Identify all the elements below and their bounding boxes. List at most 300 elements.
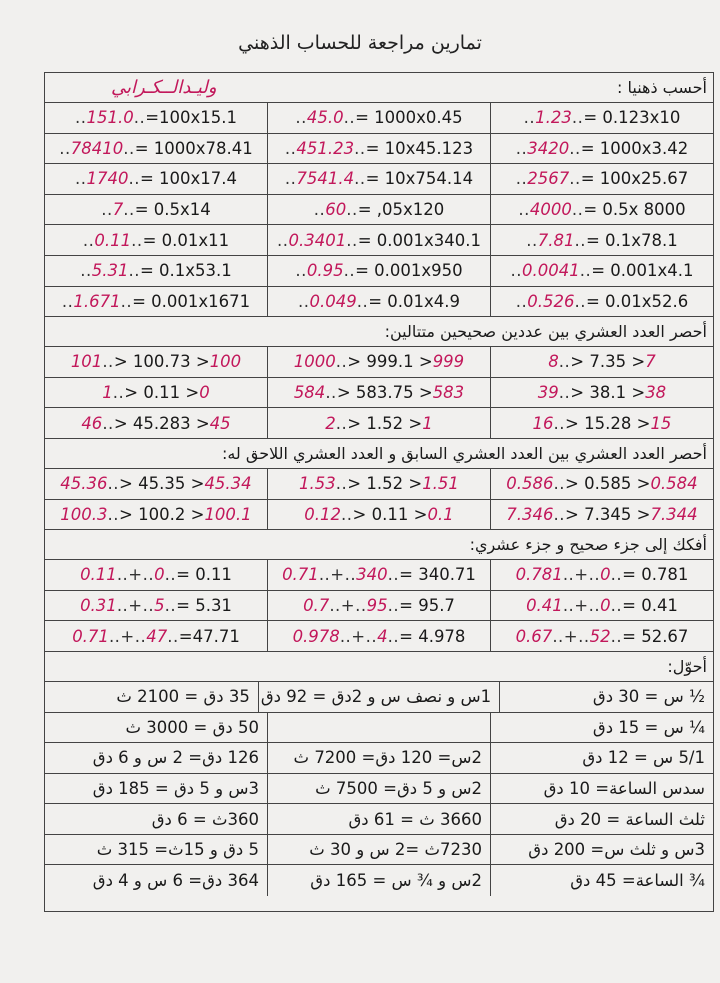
dots: .. — [610, 626, 623, 646]
answer: 2567 — [527, 169, 570, 189]
expression: = 0.41 — [622, 596, 678, 616]
table-row — [45, 287, 713, 318]
table-cell — [490, 774, 713, 804]
table-cell — [267, 103, 490, 133]
dots: .. — [343, 261, 356, 281]
answer: 45.0 — [306, 108, 344, 128]
dots: .. — [335, 352, 348, 372]
answer-integer: 0 — [600, 565, 611, 585]
dots: .. — [610, 596, 623, 616]
dots: .. — [553, 504, 566, 524]
dots: .. — [558, 352, 571, 372]
dots: .. — [574, 291, 586, 311]
dots: .. — [387, 626, 400, 646]
conversion: 364 دق= 6 س و 4 دق — [92, 871, 259, 891]
answer-integer: 5 — [154, 596, 165, 616]
expression: > 100.2 > — [119, 504, 205, 524]
table-cell — [267, 865, 490, 896]
dots: .. — [284, 138, 297, 158]
answer-decimal: 0.67 — [515, 626, 553, 646]
conversion: ثلث الساعة = 20 دق — [554, 809, 705, 829]
dots: .. — [297, 291, 310, 311]
dots: ..+.. — [562, 565, 601, 585]
answer: 1740 — [86, 169, 129, 189]
answer-upper: 0.12 — [304, 504, 342, 524]
dots: ..+.. — [116, 596, 155, 616]
answer-upper: 2 — [325, 413, 336, 433]
table-cell — [267, 774, 490, 804]
section-heading-text: أفكك إلى جزء صحيح و جزء عشري: — [469, 535, 707, 555]
table-cell — [490, 560, 713, 590]
table-cell — [267, 621, 490, 651]
table-cell — [267, 804, 490, 834]
table-row — [45, 225, 713, 256]
dots: .. — [164, 565, 177, 585]
table-cell — [267, 256, 490, 286]
expression: = 0.001x1671 — [132, 291, 251, 311]
answer: 3420 — [527, 138, 570, 158]
expression: = 1000x78.41 — [134, 138, 253, 158]
table-cell — [490, 865, 713, 896]
answer-lower: 7 — [645, 352, 656, 372]
dots: .. — [102, 413, 114, 433]
dots: ..+.. — [116, 565, 155, 585]
table-cell — [45, 347, 267, 377]
dots: .. — [515, 291, 528, 311]
table-cell — [45, 195, 267, 225]
conversion: 5 دق و 15ث= 315 ث — [96, 840, 259, 860]
expression: = 1000x0.45 — [355, 108, 463, 128]
conversion: 3س و 5 دق = 185 دق — [92, 778, 259, 798]
table-cell — [45, 134, 267, 164]
dots: .. — [518, 200, 530, 220]
answer: 0.526 — [527, 291, 575, 311]
expression: > 45.35 > — [119, 474, 205, 494]
dots: .. — [515, 169, 528, 189]
expression: = 52.67 — [622, 626, 689, 646]
table-cell — [267, 560, 490, 590]
dots: ..+.. — [318, 565, 357, 585]
section-heading — [45, 73, 713, 103]
expression: = 0.01x4.9 — [368, 291, 461, 311]
dots: .. — [571, 200, 584, 220]
dots: .. — [569, 169, 581, 189]
answer-decimal: 0.41 — [526, 596, 563, 616]
table-row — [45, 560, 713, 591]
table-cell — [45, 621, 267, 651]
dots: .. — [133, 108, 146, 128]
dots: .. — [295, 261, 307, 281]
table-row — [45, 103, 713, 134]
dots: .. — [61, 291, 74, 311]
table-cell — [45, 560, 267, 590]
table-row — [45, 865, 713, 896]
answer-upper: 1 — [102, 383, 113, 403]
expression: > 7.345 > — [565, 504, 651, 524]
conversion: 3س و ثلث س= 200 دق — [528, 840, 705, 860]
student-name: وليـدالــكـرابي — [111, 77, 217, 98]
dots: .. — [164, 596, 177, 616]
table-cell — [45, 591, 267, 621]
conversion: 1س و نصف س و 2دق = 92 دق — [260, 687, 492, 707]
dots: .. — [295, 108, 307, 128]
table-cell — [45, 713, 267, 743]
expression: = 0.5x14 — [134, 200, 211, 220]
table-row — [45, 621, 713, 652]
table-row — [45, 347, 713, 378]
answer: 0.11 — [94, 230, 132, 250]
dots: .. — [128, 261, 140, 281]
expression: > 100.73 > — [113, 352, 210, 372]
conversion: 2س= 120 دق= 7200 ث — [293, 748, 482, 768]
expression: > 1.52 > — [347, 413, 423, 433]
answer: 0.049 — [309, 291, 357, 311]
section-heading — [45, 439, 713, 469]
dots: .. — [74, 108, 87, 128]
table-cell — [490, 195, 713, 225]
answer: 60 — [325, 200, 347, 220]
answer-lower: 1.51 — [422, 474, 459, 494]
table-cell — [45, 500, 267, 530]
table-cell — [490, 347, 713, 377]
dots: .. — [123, 200, 135, 220]
dots: .. — [387, 596, 400, 616]
expression: = 0.001x4.1 — [591, 261, 694, 281]
answer: 4000 — [529, 200, 572, 220]
answer: 1.671 — [73, 291, 121, 311]
conversion: ½ س = 30 دق — [592, 687, 705, 707]
expression: = 1000x3.42 — [580, 138, 689, 158]
table-cell — [267, 500, 490, 530]
dots: .. — [107, 504, 120, 524]
section-heading-text: أحصر العدد العشري بين العدد العشري السابق و العدد العشري اللاحق له: — [221, 443, 707, 463]
dots: .. — [571, 108, 584, 128]
table-cell — [267, 164, 490, 194]
dots: .. — [354, 138, 366, 158]
table-row — [45, 774, 713, 805]
table-row — [45, 134, 713, 165]
table-cell — [490, 103, 713, 133]
table-row — [45, 500, 713, 531]
dots: .. — [341, 504, 353, 524]
dots: .. — [553, 413, 566, 433]
dots: ..+.. — [339, 626, 378, 646]
answer: 0.95 — [306, 261, 344, 281]
conversion: 126 دق= 2 س و 6 دق — [92, 748, 259, 768]
dots: .. — [107, 474, 120, 494]
answer-integer: 4 — [377, 626, 388, 646]
dots: .. — [354, 169, 366, 189]
conversion: 35 دق = 2100 ث — [116, 687, 250, 707]
table-cell — [490, 469, 713, 499]
answer-integer: 47 — [146, 626, 168, 646]
dots: .. — [610, 565, 623, 585]
table-cell — [45, 469, 267, 499]
table-cell — [258, 682, 499, 712]
dots: .. — [276, 230, 289, 250]
dots: .. — [346, 200, 358, 220]
expression: = 0.1x53.1 — [139, 261, 232, 281]
answer-integer: 0 — [600, 596, 611, 616]
table-cell — [45, 408, 267, 438]
section-heading-text: أحوّل: — [667, 656, 707, 676]
dots: .. — [558, 383, 571, 403]
answer-upper: 46 — [81, 413, 103, 433]
answer-integer: 52 — [589, 626, 611, 646]
answer-lower: 100.1 — [204, 504, 252, 524]
dots: .. — [325, 383, 337, 403]
answer-lower: 583 — [432, 383, 465, 403]
table-cell — [490, 225, 713, 255]
section-heading — [45, 530, 713, 560]
answer-upper: 7.346 — [506, 504, 554, 524]
dots: .. — [101, 200, 113, 220]
answer: 5.31 — [91, 261, 129, 281]
table-row — [45, 378, 713, 409]
answer-lower: 999 — [432, 352, 465, 372]
answer-decimal: 0.781 — [515, 565, 563, 585]
conversion: ¼ س = 15 دق — [592, 717, 705, 737]
table-cell — [490, 500, 713, 530]
table-cell — [490, 134, 713, 164]
table-cell — [267, 408, 490, 438]
table-row — [45, 682, 713, 713]
answer-decimal: 0.11 — [80, 565, 117, 585]
expression: = 0.11 — [176, 565, 232, 585]
dots: .. — [59, 138, 71, 158]
answer-integer: 340 — [356, 565, 388, 585]
dots: ..+.. — [108, 626, 147, 646]
table-row — [45, 743, 713, 774]
expression: = 340.71 — [399, 565, 476, 585]
answer: 7 — [112, 200, 124, 220]
expression: = 95.7 — [399, 596, 455, 616]
answer-lower: 15 — [650, 413, 672, 433]
answer-decimal: 0.31 — [80, 596, 117, 616]
table-cell — [45, 835, 267, 865]
expression: > 7.35 > — [570, 352, 646, 372]
table-cell — [267, 713, 490, 743]
table-cell — [267, 743, 490, 773]
answer-lower: 100 — [209, 352, 242, 372]
dots: ..+.. — [329, 596, 367, 616]
answer-upper: 584 — [293, 383, 326, 403]
answer-lower: 7.344 — [650, 504, 698, 524]
dots: .. — [112, 383, 125, 403]
table-cell — [267, 225, 490, 255]
answer-upper: 8 — [548, 352, 559, 372]
table-cell — [490, 591, 713, 621]
table-cell — [45, 287, 267, 317]
table-cell — [267, 134, 490, 164]
expression: > 999.1 > — [347, 352, 433, 372]
expression: = 0.01x11 — [142, 230, 230, 250]
conversion: 3660 ث = 61 دق — [348, 809, 482, 829]
answer-integer: 95 — [366, 596, 388, 616]
dots: .. — [569, 138, 581, 158]
table-cell — [45, 164, 267, 194]
dots: .. — [356, 291, 369, 311]
table-row — [45, 591, 713, 622]
expression: =100x15.1 — [145, 108, 238, 128]
answer-upper: 0.586 — [506, 474, 554, 494]
answer-lower: 38 — [645, 383, 667, 403]
table-cell — [45, 865, 267, 896]
answer-integer: 0 — [154, 565, 165, 585]
dots: .. — [335, 474, 348, 494]
answer: 151.0 — [86, 108, 134, 128]
answer: 1.23 — [535, 108, 572, 128]
answer-decimal: 0.7 — [303, 596, 330, 616]
dots: .. — [102, 352, 114, 372]
expression: = 100x17.4 — [139, 169, 238, 189]
section-heading-text: أحصر العدد العشري بين عددين صحيحين متتالين: — [384, 322, 707, 342]
table-row — [45, 804, 713, 835]
expression: > 0.11 > — [124, 383, 200, 403]
table-cell — [490, 378, 713, 408]
answer: 0.0041 — [521, 261, 580, 281]
table-cell — [499, 682, 713, 712]
table-cell — [45, 682, 258, 712]
table-cell — [490, 256, 713, 286]
table-cell — [490, 804, 713, 834]
table-cell — [490, 621, 713, 651]
page-title: تمارين مراجعة للحساب الذهني — [238, 32, 482, 54]
answer-upper: 1000 — [293, 352, 336, 372]
table-cell — [267, 469, 490, 499]
expression: =47.71 — [178, 626, 240, 646]
dots: .. — [167, 626, 179, 646]
section-heading-text: أحسب ذهنيا : — [617, 78, 707, 97]
expression: > 38.1 > — [570, 383, 646, 403]
conversion: 50 دق = 3000 ث — [125, 717, 259, 737]
dots: .. — [574, 230, 586, 250]
dots: .. — [313, 200, 326, 220]
answer: 7.81 — [537, 230, 575, 250]
table-cell — [267, 195, 490, 225]
answer-lower: 0.584 — [650, 474, 698, 494]
dots: .. — [74, 169, 87, 189]
expression: > 15.28 > — [565, 413, 651, 433]
table-row — [45, 469, 713, 500]
table-row — [45, 195, 713, 226]
expression: = ,05x120 — [357, 200, 445, 220]
table-cell — [267, 347, 490, 377]
answer-upper: 45.36 — [60, 474, 108, 494]
table-cell — [45, 804, 267, 834]
answer-upper: 16 — [532, 413, 554, 433]
dots: .. — [387, 565, 400, 585]
answer: 0.3401 — [288, 230, 347, 250]
exercise-sheet — [44, 72, 714, 912]
dots: .. — [82, 230, 95, 250]
dots: .. — [335, 413, 348, 433]
expression: = 0.01x52.6 — [585, 291, 689, 311]
dots: .. — [579, 261, 592, 281]
expression: = 5.31 — [176, 596, 232, 616]
table-cell — [45, 378, 267, 408]
table-cell — [490, 713, 713, 743]
table-row — [45, 164, 713, 195]
dots: .. — [343, 108, 356, 128]
answer-upper: 100.3 — [60, 504, 108, 524]
expression: > 0.585 > — [565, 474, 651, 494]
conversion: 2س و ¾ س = 165 دق — [310, 871, 482, 891]
table-cell — [45, 256, 267, 286]
answer-lower: 0 — [199, 383, 210, 403]
answer-upper: 39 — [537, 383, 559, 403]
table-row — [45, 835, 713, 866]
dots: .. — [128, 169, 140, 189]
table-cell — [490, 287, 713, 317]
table-cell — [45, 743, 267, 773]
table-cell — [267, 287, 490, 317]
table-cell — [490, 408, 713, 438]
answer-upper: 101 — [70, 352, 103, 372]
expression: = 0.123x10 — [583, 108, 681, 128]
dots: .. — [523, 108, 536, 128]
conversion: سدس الساعة= 10 دق — [543, 778, 705, 798]
expression: = 0.1x78.1 — [585, 230, 678, 250]
expression: = 0.781 — [622, 565, 689, 585]
table-cell — [267, 378, 490, 408]
answer-upper: 1.53 — [299, 474, 336, 494]
answer-decimal: 0.978 — [292, 626, 340, 646]
dots: .. — [346, 230, 358, 250]
table-cell — [490, 743, 713, 773]
expression: = 100x25.67 — [580, 169, 689, 189]
dots: .. — [123, 138, 135, 158]
table-cell — [45, 225, 267, 255]
expression: > 0.11 > — [352, 504, 428, 524]
section-heading — [45, 652, 713, 682]
answer-decimal: 0.71 — [72, 626, 109, 646]
conversion: 360ث = 6 دق — [151, 809, 259, 829]
expression: = 0.001x950 — [355, 261, 463, 281]
answer: 78410 — [70, 138, 124, 158]
expression: > 583.75 > — [336, 383, 433, 403]
table-cell — [45, 103, 267, 133]
dots: .. — [284, 169, 297, 189]
dots: .. — [80, 261, 92, 281]
table-cell — [267, 591, 490, 621]
dots: ..+.. — [552, 626, 590, 646]
table-row — [45, 713, 713, 744]
table-cell — [267, 835, 490, 865]
expression: = 4.978 — [399, 626, 466, 646]
answer-lower: 45 — [209, 413, 231, 433]
answer-lower: 1 — [422, 413, 433, 433]
answer-decimal: 0.71 — [282, 565, 319, 585]
expression: = 10x45.123 — [365, 138, 474, 158]
section-heading — [45, 317, 713, 347]
dots: .. — [553, 474, 566, 494]
expression: = 10x754.14 — [365, 169, 474, 189]
answer-lower: 0.1 — [427, 504, 454, 524]
answer-lower: 45.34 — [204, 474, 252, 494]
table-cell — [45, 774, 267, 804]
table-row — [45, 408, 713, 439]
expression: > 45.283 > — [113, 413, 210, 433]
dots: .. — [120, 291, 133, 311]
dots: .. — [515, 138, 528, 158]
dots: .. — [131, 230, 143, 250]
dots: .. — [526, 230, 538, 250]
answer: 451.23 — [296, 138, 355, 158]
expression: = 0.5x 8000 — [583, 200, 686, 220]
dots: .. — [510, 261, 522, 281]
conversion: 7230ث =2 س و 30 ث — [309, 840, 482, 860]
